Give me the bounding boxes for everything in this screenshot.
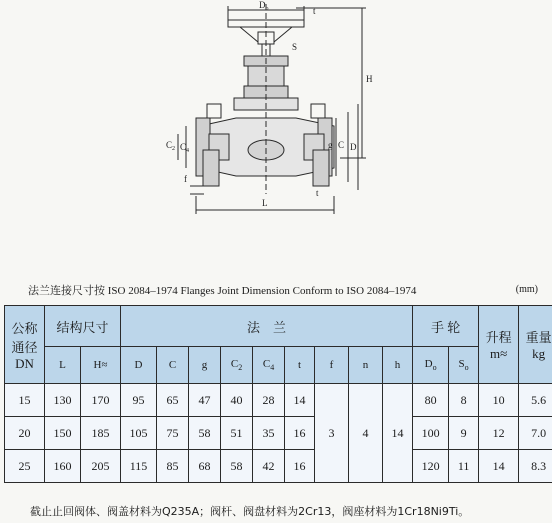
- cell-c: 85: [157, 450, 189, 483]
- cell-n: 4: [349, 384, 383, 483]
- weight-header: 重量 kg: [519, 306, 552, 384]
- cell-g: 68: [189, 450, 221, 483]
- col-h: H≈: [81, 347, 121, 384]
- table-row: [5, 384, 552, 417]
- d-label: D: [350, 142, 357, 152]
- cell-c2: 40: [221, 384, 253, 417]
- material-note: 截止止回阀体、阀盖材料为Q235A；阀杆、阀盘材料为2Cr13，阀座材料为1Cr18Ni9Ti。: [30, 505, 470, 518]
- cell-h: 185: [81, 417, 121, 450]
- dn-header: 公称 通径 DN: [5, 306, 45, 384]
- col-l: L: [45, 347, 81, 384]
- g-label: g: [328, 140, 333, 150]
- cell-lift: 10: [479, 384, 519, 417]
- cell-do: 100: [413, 417, 449, 450]
- cell-l: 150: [45, 417, 81, 450]
- col-c4: $C_4$: [253, 347, 285, 384]
- cell-dn: 25: [5, 450, 45, 483]
- lower-left-lug: [203, 150, 219, 186]
- s-label: S: [292, 42, 298, 52]
- upper-left-flange-bolt: [207, 104, 221, 118]
- cell-so: 9: [449, 417, 479, 450]
- cell-c4: 42: [253, 450, 285, 483]
- c2-label: $C_2$: [166, 140, 176, 152]
- col-g: g: [189, 347, 221, 384]
- col-h-flange: h: [383, 347, 413, 384]
- cell-d: 95: [121, 384, 157, 417]
- cell-t: 16: [285, 417, 315, 450]
- cell-c4: 35: [253, 417, 285, 450]
- c4-label: $C_4$: [180, 142, 190, 154]
- lower-right-lug: [313, 150, 329, 186]
- col-f: f: [315, 347, 349, 384]
- cell-g: 47: [189, 384, 221, 417]
- cell-h: 205: [81, 450, 121, 483]
- f-label: f: [184, 174, 187, 184]
- cell-l: 160: [45, 450, 81, 483]
- cell-d: 115: [121, 450, 157, 483]
- cell-f: 3: [315, 384, 349, 483]
- col-d: D: [121, 347, 157, 384]
- structure-header: 结构尺寸: [45, 306, 121, 347]
- t-bottom-label: t: [316, 188, 319, 198]
- col-do: $D_o$: [413, 347, 449, 384]
- cell-so: 11: [449, 450, 479, 483]
- unit-label: (mm): [515, 284, 538, 295]
- table-row: [5, 417, 552, 450]
- cell-lift: 12: [479, 417, 519, 450]
- handwheel-header: 手 轮: [413, 306, 479, 347]
- t-top-label: t: [313, 6, 316, 16]
- col-c2: $C_2$: [221, 347, 253, 384]
- flange-header: 法 兰: [121, 306, 413, 347]
- cell-c4: 28: [253, 384, 285, 417]
- spec-table: [4, 305, 552, 483]
- c-label: C: [338, 140, 345, 150]
- cell-weight: 7.0: [519, 417, 552, 450]
- cell-dn: 20: [5, 417, 45, 450]
- cell-t: 14: [285, 384, 315, 417]
- cell-c2: 51: [221, 417, 253, 450]
- l-label: L: [262, 198, 268, 208]
- upper-right-flange-bolt: [311, 104, 325, 118]
- cell-t: 16: [285, 450, 315, 483]
- cell-do: 80: [413, 384, 449, 417]
- cell-d: 105: [121, 417, 157, 450]
- cell-g: 58: [189, 417, 221, 450]
- h-label: H: [366, 74, 373, 84]
- cell-c2: 58: [221, 450, 253, 483]
- cell-weight: 8.3: [519, 450, 552, 483]
- cell-l: 130: [45, 384, 81, 417]
- col-so: $S_o$: [449, 347, 479, 384]
- cell-lift: 14: [479, 450, 519, 483]
- col-t: t: [285, 347, 315, 384]
- cell-dn: 15: [5, 384, 45, 417]
- cell-h-flange: 14: [383, 384, 413, 483]
- cell-c: 75: [157, 417, 189, 450]
- cell-do: 120: [413, 450, 449, 483]
- cell-c: 65: [157, 384, 189, 417]
- col-n: n: [349, 347, 383, 384]
- do-label: $D_o$: [259, 0, 269, 12]
- table-row: [5, 450, 552, 483]
- flange-standard-note: 法兰连接尺寸按 ISO 2084–1974 Flanges Joint Dimension Conform to ISO 2084–1974: [28, 285, 417, 297]
- lift-header: 升程 m≈: [479, 306, 519, 384]
- cell-so: 8: [449, 384, 479, 417]
- cell-weight: 5.6: [519, 384, 552, 417]
- cell-h: 170: [81, 384, 121, 417]
- col-c: C: [157, 347, 189, 384]
